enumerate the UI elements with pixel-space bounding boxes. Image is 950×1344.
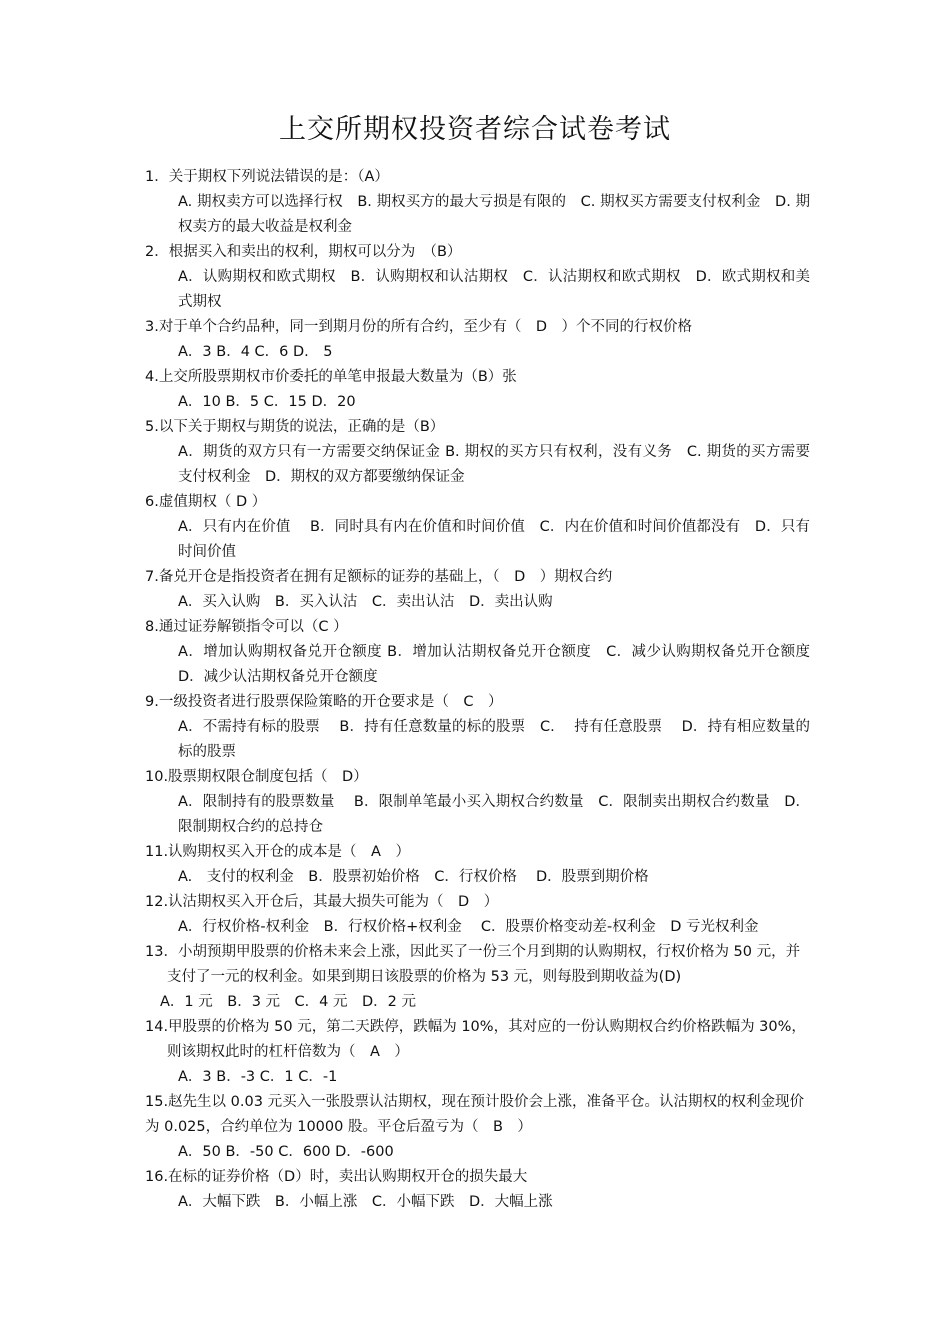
question-options: A．不需持有标的股票 B．持有任意数量的标的股票 C. 持有任意股票 D．持有相应数量的标的股票 xyxy=(178,719,810,760)
document-title: 上交所期权投资者综合试卷考试 xyxy=(279,114,671,145)
question-options: A. 支付的权利金 B．股票初始价格 C．行权价格 D．股票到期价格 xyxy=(178,869,649,885)
question-13 xyxy=(145,940,810,1015)
question-12 xyxy=(145,890,810,940)
question-stem: 7.备兑开仓是指投资者在拥有足额标的证券的基础上，（ D ）期权合约 xyxy=(145,569,613,585)
question-stem: 13．小胡预期甲股票的价格未来会上涨，因此买了一份三个月到期的认购期权，行权价格为 50 元，并支付了一元的权利金。如果到期日该股票的价格为 53 元，则每股到期收益为(D) xyxy=(145,944,801,985)
question-stem: 4.上交所股票期权市价委托的单笔申报最大数量为（B）张 xyxy=(145,369,517,385)
question-stem: 1．关于期权下列说法错误的是：（A） xyxy=(145,169,389,185)
question-options: A．大幅下跌 B．小幅上涨 C．小幅下跌 D．大幅上涨 xyxy=(178,1194,553,1210)
question-stem: 3.对于单个合约品种，同一到期月份的所有合约，至少有（ D ）个不同的行权价格 xyxy=(145,319,692,335)
question-options: A．只有内在价值 B．同时具有内在价值和时间价值 C．内在价值和时间价值都没有 D．只有时间价值 xyxy=(178,519,810,560)
question-10 xyxy=(145,765,810,840)
question-16 xyxy=(145,1165,810,1215)
question-5 xyxy=(145,415,810,490)
question-9 xyxy=(145,690,810,765)
question-options: A．期货的双方只有一方需要交纳保证金 B. 期权的买方只有权利，没有义务 C. 期货的买方需要支付权利金 D．期权的双方都要缴纳保证金 xyxy=(178,444,810,485)
question-options: A．增加认购期权备兑开仓额度 B．增加认沽期权备兑开仓额度 C．减少认购期权备兑开仓额度 D．减少认沽期权备兑开仓额度 xyxy=(178,644,825,685)
question-options: A．3 B．-3 C．1 C．-1 xyxy=(178,1069,338,1085)
question-options: A．行权价格-权利金 B．行权价格+权利金 C．股票价格变动差-权利金 D 亏光权利金 xyxy=(178,919,759,935)
question-2 xyxy=(145,240,810,315)
question-3 xyxy=(145,315,810,365)
question-stem: 9.一级投资者进行股票保险策略的开仓要求是（ C ） xyxy=(145,694,503,710)
question-stem: 11.认购期权买入开仓的成本是（ A ） xyxy=(145,844,410,860)
question-stem: 10.股票期权限仓制度包括（ D） xyxy=(145,769,368,785)
question-7 xyxy=(145,565,810,615)
question-4 xyxy=(145,365,810,415)
question-options: A．10 B．5 C．15 D．20 xyxy=(178,394,356,410)
question-options: A．1 元 B．3 元 C．4 元 D．2 元 xyxy=(160,994,416,1010)
question-options: A．3 B．4 C．6 D. 5 xyxy=(178,344,333,360)
question-14 xyxy=(145,1015,810,1090)
question-6 xyxy=(145,490,810,565)
question-stem: 12.认沽期权买入开仓后，其最大损失可能为（ D ） xyxy=(145,894,499,910)
question-8 xyxy=(145,615,825,690)
question-11 xyxy=(145,840,810,890)
question-stem: 15.赵先生以 0.03 元买入一张股票认沽期权，现在预计股价会上涨，准备平仓。认沽期权的权利金现价为 0.025，合约单位为 10000 股。平仓后盈亏为（ B ） xyxy=(145,1094,805,1135)
question-options: A．限制持有的股票数量 B．限制单笔最小买入期权合约数量 C．限制卖出期权合约数量 D．限制期权合约的总持仓 xyxy=(178,794,810,835)
question-stem: 5.以下关于期权与期货的说法，正确的是（B） xyxy=(145,419,445,435)
question-stem: 2．根据买入和卖出的权利，期权可以分为 （B） xyxy=(145,244,462,260)
question-15 xyxy=(145,1090,810,1165)
question-options: A．认购期权和欧式期权 B．认购期权和认沽期权 C．认沽期权和欧式期权 D．欧式期权和美式期权 xyxy=(178,269,810,310)
question-stem: 6.虚值期权（ D ） xyxy=(145,494,267,510)
question-options: A．50 B．-50 C．600 D．-600 xyxy=(178,1144,394,1160)
question-stem: 8.通过证券解锁指令可以（C ） xyxy=(145,619,348,635)
question-list xyxy=(145,165,825,1215)
question-stem: 14.甲股票的价格为 50 元，第二天跌停，跌幅为 10%，其对应的一份认购期权合约价格跌幅为 30%，则该期权此时的杠杆倍数为（ A ） xyxy=(145,1019,806,1060)
question-1 xyxy=(145,165,810,240)
question-options: A. 期权卖方可以选择行权 B. 期权买方的最大亏损是有限的 C. 期权买方需要支付权利金 D. 期权卖方的最大收益是权利金 xyxy=(178,194,810,235)
question-stem: 16.在标的证券价格（D）时，卖出认购期权开仓的损失最大 xyxy=(145,1169,528,1185)
question-options: A．买入认购 B．买入认沽 C．卖出认沽 D．卖出认购 xyxy=(178,594,553,610)
